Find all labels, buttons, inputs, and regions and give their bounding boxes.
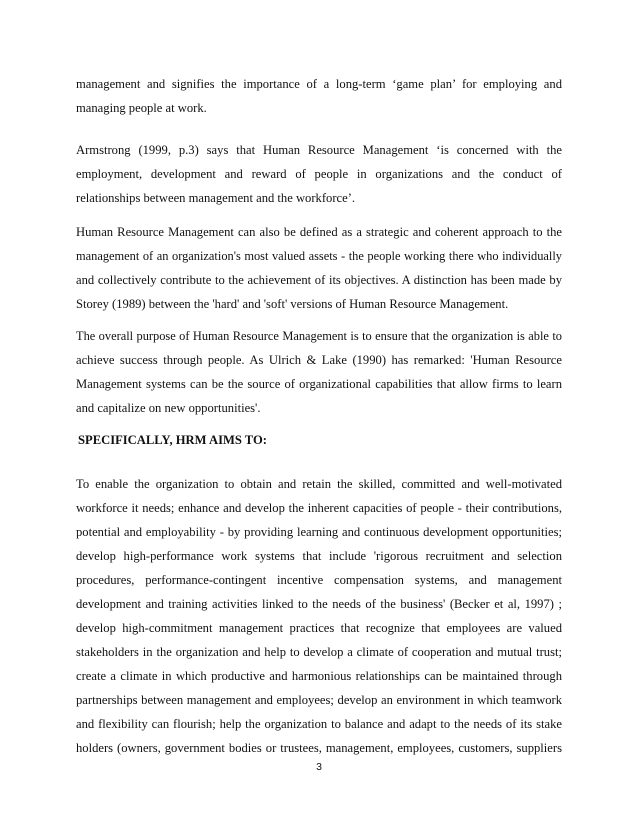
text-line: The overall purpose of Human Resource Management is to ensure that the organization is able to [76, 329, 562, 343]
text-line: Management systems can be the source of organizational capabilities that allow firms to learn [76, 377, 562, 391]
text-line: potential and employability - by providing learning and continuous development opportunities; [76, 525, 562, 539]
text-line: achieve success through people. As Ulrich & Lake (1990) has remarked: 'Human Resource [76, 353, 562, 367]
paragraph-game-plan [76, 72, 562, 120]
text-line: procedures, performance-contingent incentive compensation systems, and management [76, 573, 562, 587]
text-line: develop high-performance work systems that include 'rigorous recruitment and selection [76, 549, 562, 563]
text-line: stakeholders in the organization and help to develop a climate of cooperation and mutual trust; [76, 645, 562, 659]
text-line: managing people at work. [76, 101, 207, 115]
text-line: To enable the organization to obtain and retain the skilled, committed and well-motivated [76, 477, 562, 491]
text-line: management and signifies the importance of a long-term ‘game plan’ for employing and [76, 77, 562, 91]
text-line: and capitalize on new opportunities'. [76, 401, 261, 415]
text-line: develop high-commitment management practices that recognize that employees are valued [76, 621, 562, 635]
text-line: relationships between management and the workforce’. [76, 191, 356, 205]
text-line: management of an organization's most valued assets - the people working there who individually [76, 249, 562, 263]
text-line: holders (owners, government bodies or trustees, management, employees, customers, suppliers [76, 741, 562, 755]
paragraph-hrm-aims [76, 472, 562, 760]
section-heading: SPECIFICALLY, HRM AIMS TO: [78, 433, 267, 447]
text-line: Storey (1989) between the 'hard' and 'soft' versions of Human Resource Management. [76, 297, 509, 311]
page-number: 3 [316, 761, 322, 773]
text-line: employment, development and reward of people in organizations and the conduct of [76, 167, 562, 181]
text-line: Armstrong (1999, p.3) says that Human Resource Management ‘is concerned with the [76, 143, 562, 157]
text-line: Human Resource Management can also be defined as a strategic and coherent approach to the [76, 225, 562, 239]
text-line: workforce it needs; enhance and develop the inherent capacities of people - their contributions, [76, 501, 562, 515]
paragraph-armstrong [76, 138, 562, 210]
text-line: partnerships between management and employees; develop an environment in which teamwork [76, 693, 562, 707]
text-line: and flexibility can flourish; help the organization to balance and adapt to the needs of its stake [76, 717, 562, 731]
text-line: create a climate in which productive and harmonious relationships can be maintained through [76, 669, 562, 683]
paragraph-hrm-definition [76, 220, 562, 316]
text-line: development and training activities linked to the needs of the business' (Becker et al, 1997) ; [76, 597, 562, 611]
paragraph-overall-purpose [76, 324, 562, 420]
text-line: and collectively contribute to the achievement of its objectives. A distinction has been made by [76, 273, 562, 287]
